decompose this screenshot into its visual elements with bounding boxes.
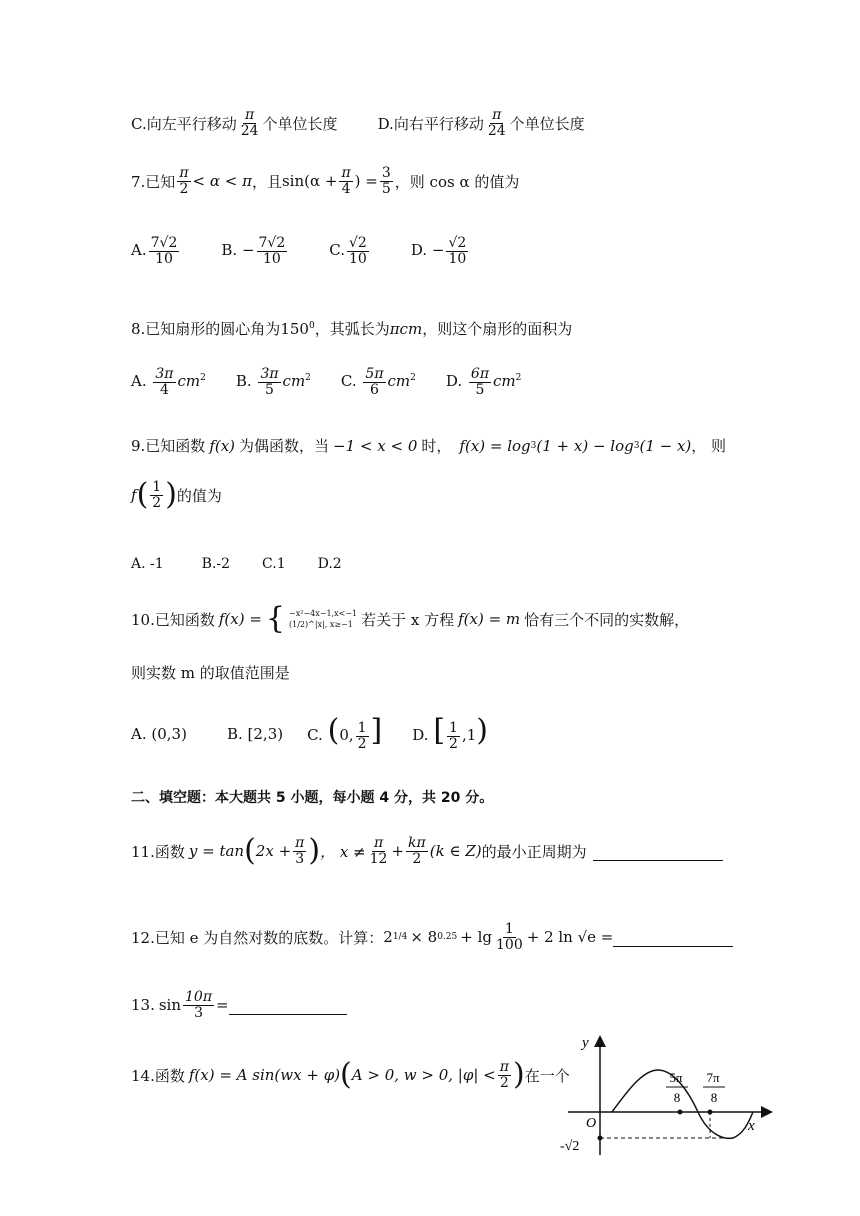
tick2-den: 8 — [710, 1090, 718, 1105]
q7-option-d: D. − $\frac{√2}{10}$ — [410, 235, 467, 267]
q9-half: $\frac{1}{2}$ — [152, 479, 162, 511]
q10-pieces — [289, 608, 357, 630]
q6-optC-post: 个单位长度 — [262, 114, 338, 133]
q10-line2-text: 则实数 m 的取值范围是 — [131, 664, 290, 682]
q7-cond: < α < π — [192, 172, 252, 191]
q8-option-b: B. $\frac{3\pi}{5}$ $cm^2$ — [235, 366, 311, 398]
q14-stem-a: 14.函数 — [131, 1066, 185, 1085]
q10-piece2: (1/2)^|x|, x≥−1 — [289, 620, 353, 629]
q9-fx: f(x) — [209, 436, 236, 455]
q7-sin: sin(α + — [281, 172, 338, 191]
q12-answer-blank[interactable] — [613, 928, 733, 947]
q14: 14.函数 f(x) = A sin(wx + φ) ( A > 0, w > 0, |φ| < $\frac{\pi}{2}$ ) 在一个 — [131, 1057, 570, 1093]
q8-stem — [131, 318, 572, 339]
q14-tail: 在一个 — [524, 1066, 570, 1085]
q8-angle: $150^0$ — [280, 319, 315, 338]
q10-brace: { — [265, 601, 286, 636]
q6-optD-frac: $\frac{\pi}{24}$ — [487, 107, 506, 139]
q9-line2: f ( $\frac{1}{2}$ ) 的值为 — [131, 477, 222, 513]
q12-stem-a: 12.已知 e 为自然对数的底数。计算： — [131, 928, 384, 947]
q9-option-d: D.2 — [317, 556, 342, 572]
q11-inner-frac: $\frac{\pi}{3}$ — [295, 835, 305, 867]
q9-stem-d: ， 则 — [691, 437, 727, 455]
q11: 11.函数 y = tan ( 2x + $\frac{\pi}{3}$ ) ， x ≠ $\frac{\pi}{12}$ + $\frac{k\pi}{2}$ (k ∈ Z) 的最小正周期为 — [131, 836, 723, 866]
neg-amp-label: -√2 — [560, 1139, 580, 1154]
q7-option-c: C. $\frac{√2}{10}$ — [329, 235, 367, 267]
q8-stem-a: 8.已知扇形的圆心角为 — [131, 320, 281, 338]
q8-arc: πcm — [389, 319, 423, 338]
q10-options — [131, 713, 488, 752]
q9-stem-b: 为偶函数，当 — [239, 437, 330, 455]
tick2-num: 7π — [706, 1070, 720, 1085]
q6-options — [131, 108, 585, 138]
q6-optD-pre: D.向右平行移动 — [377, 114, 484, 133]
q10-fx: f(x) = — [218, 610, 262, 628]
tick1-num: 5π — [669, 1070, 683, 1085]
q8-stem-c: ，则这个扇形的面积为 — [422, 320, 573, 338]
q14-graph — [548, 1030, 778, 1160]
q11-stem-b: 的最小正周期为 — [481, 842, 587, 861]
q9-stem: 9.已知函数 f(x) 为偶函数，当 −1 < x < 0 时， f(x) = log 3 (1 + x) − log 3 (1 − x) ， 则 — [131, 436, 727, 455]
q9-expr: f(x) = log — [459, 436, 531, 455]
q12-base2: 2 — [383, 928, 393, 947]
q11-expr: y = tan — [188, 842, 245, 861]
q6-optD-post: 个单位长度 — [509, 114, 585, 133]
q8-option-d: D. $\frac{6\pi}{5}$ $cm^2$ — [445, 366, 522, 398]
zero-point — [678, 1110, 683, 1115]
q10-eq: f(x) = m — [458, 610, 521, 628]
tick1-den: 8 — [673, 1090, 681, 1105]
q7-frac1: $\frac{\pi}{2}$ — [179, 165, 189, 197]
q7-option-b: B. − $\frac{7√2}{10}$ — [221, 235, 286, 267]
q13-sin: sin — [158, 996, 182, 1015]
q10-stem — [131, 601, 690, 636]
q9-option-b: B.-2 — [201, 556, 231, 572]
q10-option-d: D. [ $\frac{1}{2}$ ,1) — [412, 713, 488, 752]
q13-answer-blank[interactable] — [229, 996, 347, 1015]
q9-range: −1 < x < 0 — [333, 436, 418, 455]
q7-mid: ，且 — [251, 172, 282, 191]
q11-k: (k ∈ Z) — [429, 842, 482, 861]
x-axis-label: x — [748, 1118, 755, 1134]
q7-frac2: $\frac{\pi}{4}$ — [341, 165, 351, 197]
q11-stem-a: 11.函数 — [131, 842, 185, 861]
q9-f: f — [131, 486, 137, 505]
q7-option-a: A. $\frac{7√2}{10}$ — [131, 235, 178, 267]
tick-point — [708, 1110, 713, 1115]
q8-option-a: A. $\frac{3\pi}{4}$ $cm^2$ — [131, 366, 206, 398]
origin-label: O — [586, 1116, 597, 1131]
q9-options — [131, 556, 342, 572]
q9-tail: 的值为 — [176, 486, 222, 505]
q8-option-c: C. $\frac{5\pi}{6}$ $cm^2$ — [340, 366, 416, 398]
q10-option-b: B. [2,3) — [226, 724, 284, 743]
q7-tail: ，则 cos α 的值为 — [394, 172, 520, 191]
q6-optC-pre: C.向左平行移动 — [131, 114, 237, 133]
q9-option-a: A. -1 — [131, 556, 164, 572]
q7-stem — [131, 166, 519, 196]
q10-line2 — [131, 662, 290, 683]
q10-option-a: A. (0,3) — [131, 724, 187, 743]
q9-stem-c: 时， — [421, 437, 452, 455]
q10-stem-c: 恰有三个不同的实数解， — [524, 610, 690, 629]
q12: 12.已知 e 为自然对数的底数。计算： 2 1/4 × 8 0.25 + lg $\frac{1}{100}$ + 2 ln √e = — [131, 922, 733, 952]
q8-stem-b: ，其弧长为 — [314, 320, 390, 338]
q13: 13. sin $\frac{10\pi}{3}$ = — [131, 990, 347, 1020]
q10-option-c: C. (0, $\frac{1}{2}$ ] — [307, 713, 383, 752]
q7-options — [131, 236, 470, 266]
q7-frac3: $\frac{3}{5}$ — [381, 165, 391, 197]
q11-cond: ， x ≠ — [320, 842, 366, 861]
q9-stem-a: 9.已知函数 — [131, 437, 206, 455]
q6-optC-frac: $\frac{\pi}{24}$ — [240, 107, 259, 139]
q9-option-c: C.1 — [262, 556, 286, 572]
q7-pre: 7.已知 — [131, 172, 176, 191]
q10-stem-a: 10.已知函数 — [131, 610, 215, 629]
q10-piece1: −x²−4x−1,x<−1 — [289, 608, 358, 618]
q14-expr: f(x) = A sin(wx + φ) — [188, 1066, 341, 1085]
q11-answer-blank[interactable] — [593, 842, 723, 861]
q8-options — [131, 367, 521, 397]
q10-stem-b: 若关于 x 方程 — [361, 610, 455, 629]
section2-title: 二、填空题：本大题共 5 小题，每小题 4 分，共 20 分。 — [131, 790, 494, 806]
q7-eq: ) = — [354, 172, 378, 191]
min-point — [598, 1136, 603, 1141]
y-axis-label: y — [582, 1035, 589, 1051]
